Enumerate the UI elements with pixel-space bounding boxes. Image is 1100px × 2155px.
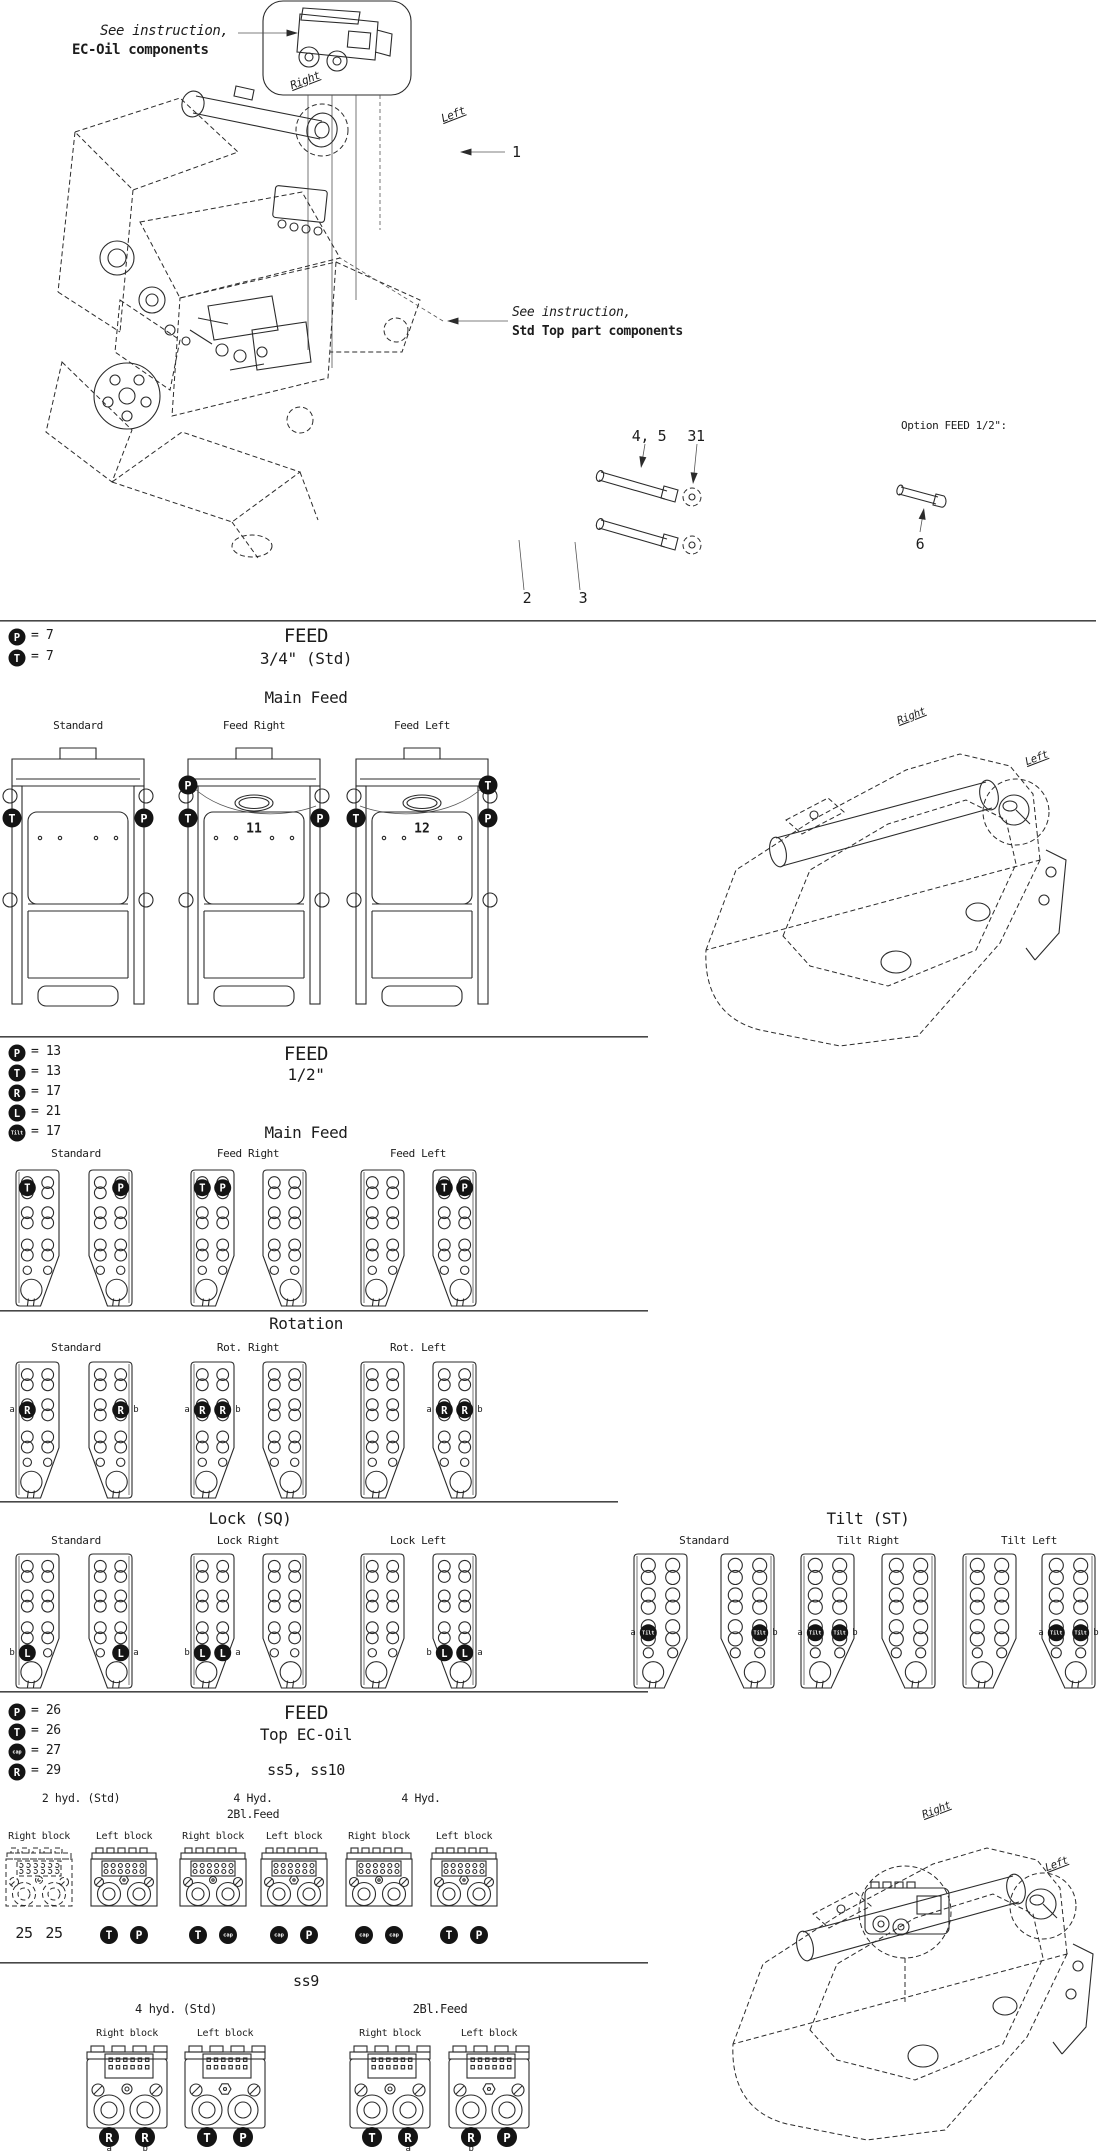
part-6-label: 6 bbox=[915, 535, 925, 553]
port-icon-R bbox=[436, 1401, 453, 1418]
port-icon-T bbox=[3, 809, 22, 828]
port-icon-R bbox=[9, 1085, 26, 1102]
svg-text:b: b bbox=[1093, 1627, 1099, 1638]
port-icon-Tilt bbox=[640, 1624, 657, 1641]
svg-text:L: L bbox=[441, 1646, 448, 1660]
port-plate bbox=[263, 1554, 306, 1688]
port-icon-L bbox=[19, 1644, 36, 1661]
svg-text:R: R bbox=[24, 1403, 31, 1417]
port-icon-R bbox=[19, 1401, 36, 1418]
feed12-legend-entry: = 13 bbox=[31, 1063, 61, 1079]
direction-left-label: Left bbox=[439, 103, 468, 126]
block-label: Right block bbox=[8, 1831, 70, 1842]
column-label: Lock Right bbox=[216, 1534, 280, 1547]
svg-text:b: b bbox=[235, 1404, 241, 1415]
port-icon-Tilt bbox=[807, 1624, 824, 1641]
port-icon-P bbox=[130, 1926, 148, 1944]
port-plate bbox=[89, 1554, 139, 1688]
svg-text:T: T bbox=[368, 2130, 376, 2145]
svg-text:a: a bbox=[797, 1627, 803, 1638]
port-icon-P bbox=[9, 1704, 26, 1721]
port-icon-P bbox=[214, 1179, 231, 1196]
coupler-feed-right bbox=[179, 748, 330, 1006]
svg-text:Tilt: Tilt bbox=[1074, 1630, 1087, 1637]
svg-text:T: T bbox=[13, 652, 21, 665]
port-icon-P bbox=[479, 809, 498, 828]
manifold-block bbox=[6, 1848, 72, 1906]
svg-text:cap: cap bbox=[389, 1932, 399, 1939]
feed34-legend-entry: = 7 bbox=[31, 648, 54, 664]
svg-text:R: R bbox=[219, 1403, 226, 1417]
port-icon-cap bbox=[270, 1926, 288, 1944]
port-icon-L bbox=[194, 1644, 211, 1661]
block-label: Left block bbox=[95, 1831, 153, 1842]
port-icon-Tilt bbox=[831, 1624, 848, 1641]
svg-text:T: T bbox=[13, 1726, 21, 1739]
port-plate bbox=[721, 1554, 778, 1688]
svg-text:R: R bbox=[199, 1403, 206, 1417]
port-plate bbox=[797, 1554, 857, 1688]
port-icon-P bbox=[470, 1926, 488, 1944]
svg-text:T: T bbox=[352, 811, 360, 826]
port-icon-P bbox=[179, 776, 198, 795]
ecoil-callout-line2: EC-Oil components bbox=[72, 42, 209, 58]
port-plate bbox=[361, 1554, 404, 1688]
svg-text:L: L bbox=[461, 1646, 468, 1660]
svg-text:R: R bbox=[13, 1087, 21, 1100]
svg-text:a: a bbox=[630, 1627, 636, 1638]
column-label: Tilt Left bbox=[1000, 1534, 1058, 1547]
svg-text:R: R bbox=[117, 1403, 124, 1417]
port-plate bbox=[9, 1362, 59, 1498]
column-label: Lock Left bbox=[389, 1534, 447, 1547]
feed34-legend-entry: = 7 bbox=[31, 627, 54, 643]
manifold-block bbox=[346, 1848, 412, 1906]
port-plate bbox=[433, 1170, 476, 1306]
svg-text:P: P bbox=[239, 2130, 247, 2145]
block-label: Left block bbox=[265, 1831, 323, 1842]
coupler-feed-left bbox=[347, 748, 498, 1006]
port-icon-T bbox=[9, 1724, 26, 1741]
port-icon-L bbox=[9, 1105, 26, 1122]
manifold-block bbox=[449, 2046, 529, 2128]
svg-text:a: a bbox=[426, 1404, 432, 1415]
ecoil-title: FEED bbox=[283, 1702, 329, 1724]
block-label: Left block bbox=[196, 2028, 254, 2039]
std-callout-line2: Std Top part components bbox=[512, 324, 683, 339]
port-icon-P bbox=[112, 1179, 129, 1196]
svg-text:T: T bbox=[445, 1929, 453, 1942]
svg-text:b: b bbox=[9, 1647, 15, 1658]
port-icon-T bbox=[440, 1926, 458, 1944]
svg-text:cap: cap bbox=[274, 1932, 284, 1939]
ecoil-subtitle: Top EC-Oil bbox=[259, 1725, 353, 1744]
port-plate bbox=[191, 1170, 234, 1306]
column-label: Feed Right bbox=[222, 719, 286, 732]
svg-text:a: a bbox=[1038, 1627, 1044, 1638]
iso-frame-ecoil bbox=[733, 1848, 1093, 2140]
port-plate bbox=[1038, 1554, 1098, 1688]
svg-text:P: P bbox=[13, 1047, 21, 1060]
svg-text:P: P bbox=[484, 811, 492, 826]
svg-text:cap: cap bbox=[223, 1932, 233, 1939]
port-icon-Tilt bbox=[1072, 1624, 1089, 1641]
option-feed-label: Option FEED 1/2": bbox=[901, 419, 1007, 432]
port-plate bbox=[263, 1362, 306, 1498]
svg-text:R: R bbox=[404, 2130, 412, 2145]
group-label: 4 hyd. (Std) bbox=[135, 2002, 217, 2016]
block-label: Right block bbox=[348, 1831, 410, 1842]
port-icon-T bbox=[179, 809, 198, 828]
port-plate bbox=[184, 1554, 240, 1688]
svg-text:P: P bbox=[305, 1929, 313, 1942]
svg-text:P: P bbox=[475, 1929, 483, 1942]
svg-text:T: T bbox=[203, 2130, 211, 2145]
port-icon-cap bbox=[385, 1926, 403, 1944]
port-icon-L bbox=[456, 1644, 473, 1661]
port-icon-P bbox=[9, 1045, 26, 1062]
svg-text:T: T bbox=[24, 1181, 31, 1195]
svg-text:b: b bbox=[184, 1647, 190, 1658]
port-icon-T bbox=[479, 776, 498, 795]
port-sub-label: b bbox=[468, 2144, 474, 2154]
svg-text:b: b bbox=[477, 1404, 483, 1415]
direction-right-label: Right bbox=[288, 68, 322, 93]
iso2-left-label: Left bbox=[1043, 1854, 1070, 1875]
svg-text:L: L bbox=[13, 1107, 21, 1120]
block-label: Left block bbox=[435, 1831, 493, 1842]
port-plate bbox=[16, 1170, 59, 1306]
column-label: Standard bbox=[679, 1534, 729, 1547]
svg-text:Tilt: Tilt bbox=[642, 1630, 655, 1637]
column-label: Standard bbox=[51, 1147, 101, 1160]
block-label: Right block bbox=[96, 2028, 158, 2039]
svg-text:T: T bbox=[13, 1067, 21, 1080]
svg-text:T: T bbox=[484, 778, 492, 793]
svg-text:L: L bbox=[24, 1646, 31, 1660]
port-plate bbox=[263, 1170, 306, 1306]
column-label: Tilt Right bbox=[836, 1534, 900, 1547]
port-icon-L bbox=[214, 1644, 231, 1661]
column-label: Standard bbox=[51, 1341, 101, 1354]
port-icon-Tilt bbox=[1048, 1624, 1065, 1641]
port-icon-R bbox=[9, 1764, 26, 1781]
coupler-standard bbox=[3, 748, 154, 1006]
port-icon-P bbox=[311, 809, 330, 828]
svg-text:P: P bbox=[135, 1929, 143, 1942]
svg-text:P: P bbox=[503, 2130, 511, 2145]
manifold-block bbox=[87, 2046, 167, 2128]
port-plate bbox=[89, 1362, 139, 1498]
svg-text:P: P bbox=[117, 1181, 124, 1195]
group-label: 2 hyd. (Std) bbox=[41, 1791, 121, 1805]
svg-text:cap: cap bbox=[359, 1932, 369, 1939]
port-icon-P bbox=[497, 2127, 517, 2147]
port-icon-L bbox=[436, 1644, 453, 1661]
svg-text:cap: cap bbox=[12, 1749, 22, 1756]
group-label: 4 Hyd. bbox=[233, 1791, 273, 1805]
svg-text:R: R bbox=[141, 2130, 149, 2145]
svg-text:a: a bbox=[9, 1404, 15, 1415]
part-31-label: 31 bbox=[687, 427, 705, 445]
ecoil-legend-entry: = 29 bbox=[31, 1762, 61, 1778]
feed12-legend-entry: = 17 bbox=[31, 1123, 61, 1139]
port-icon-cap bbox=[9, 1744, 26, 1761]
iso1-left-label: Left bbox=[1023, 748, 1050, 769]
port-icon-T bbox=[9, 1065, 26, 1082]
svg-text:b: b bbox=[852, 1627, 858, 1638]
port-icon-T bbox=[436, 1179, 453, 1196]
svg-text:b: b bbox=[772, 1627, 778, 1638]
port-icon-cap bbox=[355, 1926, 373, 1944]
port-icon-Tilt bbox=[9, 1125, 26, 1142]
port-icon-P bbox=[456, 1179, 473, 1196]
port-plate bbox=[882, 1554, 935, 1688]
svg-text:Tilt: Tilt bbox=[753, 1630, 766, 1637]
ecoil-legend-entry: = 26 bbox=[31, 1722, 61, 1738]
column-label: Feed Left bbox=[393, 719, 451, 732]
ecoil-callout-line1: See instruction, bbox=[100, 23, 229, 39]
port-icon-cap bbox=[219, 1926, 237, 1944]
section-title: Rotation bbox=[269, 1314, 343, 1333]
manifold-block bbox=[180, 1848, 246, 1906]
block-label: Left block bbox=[460, 2028, 518, 2039]
svg-text:b: b bbox=[426, 1647, 432, 1658]
svg-text:Tilt: Tilt bbox=[1050, 1630, 1063, 1637]
port-icon-T bbox=[19, 1179, 36, 1196]
svg-text:R: R bbox=[467, 2130, 475, 2145]
port-icon-P bbox=[9, 629, 26, 646]
port-plate bbox=[184, 1362, 240, 1498]
iso-frame bbox=[706, 754, 1066, 1046]
port-plate bbox=[963, 1554, 1016, 1688]
iso1-right-label: Right bbox=[895, 705, 928, 728]
svg-text:Tilt: Tilt bbox=[833, 1630, 846, 1637]
svg-text:R: R bbox=[461, 1403, 468, 1417]
column-label: Feed Left bbox=[389, 1147, 447, 1160]
manifold-block bbox=[261, 1848, 327, 1906]
port-plate bbox=[361, 1362, 404, 1498]
feed12-title: FEED bbox=[283, 1043, 329, 1065]
port-plate bbox=[426, 1362, 482, 1498]
port-icon-P bbox=[135, 809, 154, 828]
group-label: 2Bl.Feed bbox=[226, 1807, 280, 1821]
svg-text:a: a bbox=[235, 1647, 241, 1658]
svg-text:P: P bbox=[13, 631, 21, 644]
port-icon-T bbox=[197, 2127, 217, 2147]
section-title: Tilt (ST) bbox=[826, 1509, 910, 1528]
svg-text:b: b bbox=[133, 1404, 139, 1415]
manifold-block bbox=[431, 1848, 497, 1906]
svg-text:11: 11 bbox=[246, 821, 262, 837]
feed12-legend-entry: = 21 bbox=[31, 1103, 61, 1119]
feed12-legend-entry: = 13 bbox=[31, 1043, 61, 1059]
feed12-legend-entry: = 17 bbox=[31, 1083, 61, 1099]
port-icon-P bbox=[233, 2127, 253, 2147]
ss510-title: ss5, ss10 bbox=[267, 1761, 345, 1779]
column-label: Feed Right bbox=[216, 1147, 280, 1160]
svg-text:T: T bbox=[194, 1929, 202, 1942]
feed34-main-feed-title: Main Feed bbox=[264, 688, 348, 707]
port-sub-label: a bbox=[405, 2144, 411, 2154]
ecoil-legend-entry: = 27 bbox=[31, 1742, 61, 1758]
port-icon-T bbox=[100, 1926, 118, 1944]
manifold-block bbox=[185, 2046, 265, 2128]
port-number: 25 bbox=[15, 1924, 33, 1942]
section-title: Main Feed bbox=[264, 1123, 348, 1142]
port-sub-label: a bbox=[106, 2144, 112, 2154]
svg-text:P: P bbox=[316, 811, 324, 826]
svg-text:L: L bbox=[117, 1646, 124, 1660]
svg-text:R: R bbox=[105, 2130, 113, 2145]
port-icon-T bbox=[347, 809, 366, 828]
port-icon-T bbox=[194, 1179, 211, 1196]
column-label: Standard bbox=[53, 719, 103, 732]
part-45-label: 4, 5 bbox=[631, 427, 667, 445]
port-number: 25 bbox=[45, 1924, 63, 1942]
svg-text:T: T bbox=[184, 811, 192, 826]
column-label: Rot. Right bbox=[216, 1341, 280, 1354]
feed34-title: FEED bbox=[283, 625, 329, 647]
svg-text:a: a bbox=[184, 1404, 190, 1415]
manifold-block bbox=[350, 2046, 430, 2128]
svg-text:L: L bbox=[199, 1646, 206, 1660]
section-title: Lock (SQ) bbox=[208, 1509, 292, 1528]
svg-text:Tilt: Tilt bbox=[10, 1130, 24, 1137]
port-icon-R bbox=[112, 1401, 129, 1418]
port-sub-label: b bbox=[142, 2144, 148, 2154]
svg-text:P: P bbox=[219, 1181, 226, 1195]
column-label: Standard bbox=[51, 1534, 101, 1547]
port-plate bbox=[426, 1554, 482, 1688]
ecoil-legend-entry: = 26 bbox=[31, 1702, 61, 1718]
part-1-label: 1 bbox=[512, 143, 521, 161]
svg-text:R: R bbox=[441, 1403, 448, 1417]
svg-text:L: L bbox=[219, 1646, 226, 1660]
block-label: Right block bbox=[182, 1831, 244, 1842]
group-label: 4 Hyd. bbox=[401, 1791, 441, 1805]
port-plate bbox=[630, 1554, 687, 1688]
port-plate bbox=[89, 1170, 132, 1306]
svg-text:R: R bbox=[13, 1766, 21, 1779]
feed34-subtitle: 3/4" (Std) bbox=[259, 649, 353, 668]
svg-text:T: T bbox=[199, 1181, 206, 1195]
svg-text:P: P bbox=[13, 1706, 21, 1719]
port-icon-L bbox=[112, 1644, 129, 1661]
group-label: 2Bl.Feed bbox=[412, 2002, 468, 2016]
svg-text:P: P bbox=[140, 811, 148, 826]
port-icon-P bbox=[300, 1926, 318, 1944]
std-callout-line1: See instruction, bbox=[512, 305, 631, 320]
ss9-title: ss9 bbox=[293, 1972, 319, 1990]
svg-text:T: T bbox=[441, 1181, 448, 1195]
svg-text:12: 12 bbox=[414, 821, 430, 837]
port-icon-R bbox=[194, 1401, 211, 1418]
port-plate bbox=[361, 1170, 404, 1306]
port-icon-T bbox=[189, 1926, 207, 1944]
part-3-label: 3 bbox=[578, 589, 588, 607]
port-plate bbox=[9, 1554, 59, 1688]
port-icon-R bbox=[456, 1401, 473, 1418]
svg-text:P: P bbox=[184, 778, 192, 793]
svg-text:T: T bbox=[8, 811, 16, 826]
port-icon-R bbox=[214, 1401, 231, 1418]
svg-text:T: T bbox=[105, 1929, 113, 1942]
feed12-subtitle: 1/2" bbox=[287, 1065, 325, 1084]
iso2-right-label: Right bbox=[920, 1799, 953, 1822]
column-label: Rot. Left bbox=[389, 1341, 447, 1354]
svg-text:P: P bbox=[461, 1181, 468, 1195]
svg-text:a: a bbox=[477, 1647, 483, 1658]
port-icon-T bbox=[9, 650, 26, 667]
svg-text:a: a bbox=[133, 1647, 139, 1658]
port-icon-Tilt bbox=[751, 1624, 768, 1641]
port-icon-T bbox=[362, 2127, 382, 2147]
manifold-block bbox=[91, 1848, 157, 1906]
svg-text:Tilt: Tilt bbox=[809, 1630, 822, 1637]
block-label: Right block bbox=[359, 2028, 421, 2039]
part-2-label: 2 bbox=[522, 589, 532, 607]
